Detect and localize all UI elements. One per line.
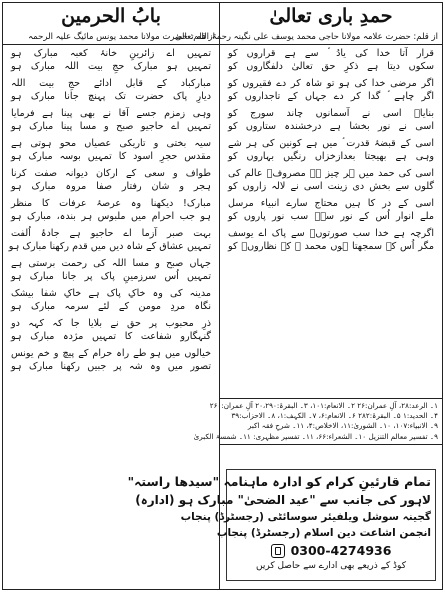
reference-line: ۴۔ الحدید:۱ ۵۔ البقرۃ:۲۸۲ ۶۔ الانعام:۶، ۷۔ الکہف:۱، ۸۔ الاحزاب:۳۹ xyxy=(231,411,438,421)
ad-headline: تمام قارئینِ کرام کو ادارہ ماہنامہ "سیدھا راستہ" xyxy=(127,474,431,489)
verse-line: مگر اُس کے سمجھتا ہوں محمد ﷺ کے نظاروںؑ کو xyxy=(228,241,434,252)
verse-line: قرار آتا خدا کی یادُ ؑ سے ہے قراروں کو xyxy=(228,48,434,59)
verse-line: بنایاؑ اسی نے آسمانوں چاند سورج کو xyxy=(228,108,434,119)
verse-line: اگرچہ ہے خدا سب صورتوںؑ سے پاک اے یوسف xyxy=(228,228,434,239)
hamd-column xyxy=(127,3,442,589)
verse-line: اگر مرضی خدا کی ہو تو شاہ کر دے فقیروں کو xyxy=(228,78,434,89)
verse-line: گلوں سے بخش دی زینت اسی نے لالہ زاروں کو xyxy=(228,181,434,192)
verse-line: اسی کے قبضۂ قدرت ؑ میں ہے کونین کی ہر شے xyxy=(228,138,434,149)
verse-line: وہی زمزم جسے آقا نے بھی پینا ہے فرمایا xyxy=(11,108,211,119)
verse-line: اسی نے نور بخشا ہے درخشندہ ستاروں کو xyxy=(228,121,434,132)
ad-frame xyxy=(127,469,436,581)
verse-line: بہت صبر آزما اے حاجیو ہے جادۂ اُلفت xyxy=(11,228,211,239)
verse-line: دیارِ پاک حضرت تک پہنچ جانا مبارک ہو xyxy=(11,91,211,102)
verse-line: تمہیں عشاق کے شاہ دیں میں قدم رکھنا مبارک ہو xyxy=(8,241,211,252)
eid-greeting-ad xyxy=(127,465,442,589)
ad-subline xyxy=(135,491,431,509)
references-box xyxy=(193,398,442,445)
verse-line: مدینہ کی وہ خاکِ پاک ہے خاکِ شفا بیشک xyxy=(11,288,211,299)
verse-line: اسی کی حمد میں ہر چیز ہے مصروفؑ عالم کی xyxy=(228,168,434,179)
verse-line: طواف و سعی کے ارکان دیوانہ صفت کرنا xyxy=(11,168,211,179)
verse-line: مقدس حجرِ اسود کا تمہیں بوسہ مبارک ہو xyxy=(11,151,211,162)
verse-line: مبارک! دیکھنا وہ عرصۂ عرفات کا منظر xyxy=(11,198,211,209)
verse-line: ہو جب احرام میں ملبوس ہر بندہ، مبارک ہو xyxy=(11,211,211,222)
reference-line: ۱۔ الرعد:۲۸، آلِ عمران:۲۶ ۲۔ الانعام:۱۰۱، ۳۔ البقرۃ:۲۰،۲۹۰ آلِ عمران:۲۶۰ xyxy=(209,401,438,410)
verse-line: تمہیں ہو مبارک حجِ بیت اللہ مبارک ہو xyxy=(11,61,211,72)
magazine-page xyxy=(2,2,443,590)
verse-line: تمہیں اُس سرزمینِ پاک پر جانا مبارک ہو xyxy=(11,271,211,282)
ad-phone-number[interactable]: 0300-4274936 xyxy=(290,543,392,558)
ad-anjuman-name: انجمن اشاعت دین اسلام (رجسٹرڈ) پنجاب xyxy=(216,527,431,539)
hamd-verses xyxy=(220,45,442,253)
verse-line: جہاں صبح و مسا اللہ کی رحمت برستی ہے xyxy=(11,258,211,269)
verse-line: اسی کے در کا ہیں محتاج سارے انبیاء مرسل xyxy=(228,198,434,209)
verse-line: ذرِ محبوب پر حق نے بلایا جا کہ کہہ دو xyxy=(11,318,211,329)
phone-icon xyxy=(271,544,285,558)
verse-line: اگر چاہے ؑ گدا کر دے جہاں کے تاجداروں کو xyxy=(228,91,434,102)
ad-subline-text: لاہور کی جانب سے "عید الضحیٰ" مبارک ہو (ادارہ) xyxy=(135,493,431,507)
ad-society-name: گجینہ سوشل ویلفیئر سوسائٹی (رجسٹرڈ) پنجاب xyxy=(180,511,431,523)
verse-line: ہجر و شان رفتار صفا مروہ مبارک ہو xyxy=(11,181,211,192)
verse-line: سیہ بختی و تاریکی عصیاں محو ہوتی ہے xyxy=(11,138,211,149)
verse-line: وہی ہے بھیجتا بعدازخزاں رنگیں بہاروں کو xyxy=(228,151,434,162)
verse-line: تمہیں اے زائرینِ خانۂ کعبہ مبارک ہو xyxy=(11,48,211,59)
reference-line: ۹۔ تفسیر معالم التنزیل ۱۰۔ الشعراء:۶۶، ۱۱۔ تفسیر مظہری: ۱۱۔ شمسۃ الکبریٰ xyxy=(193,431,438,441)
hamd-byline: از قلم: حضرت علامہ مولانا حاجی محمد یوسف علی نگینہ رحمۃ اللہ تعالیٰ xyxy=(220,31,442,45)
verse-line: گنہگارو شفاعت کا تمہیں مژدہ مبارک ہو xyxy=(11,331,211,342)
bab-byline: از قلم: حضرت مولانا محمد یونس مائیگ علیہ الرحمہ xyxy=(3,31,219,45)
verse-line: تصور میں وہ شہ پر جبیں رکھنا مبارک ہو xyxy=(11,361,211,372)
ad-footer-text: کوڈ کے ذریعے بھی ادارے سے حاصل کریں xyxy=(256,561,406,571)
verse-line: ملے انوار اُس کے نور سےؑ سب نور پاروں کو xyxy=(228,211,434,222)
bab-title: بابُ الحرمین xyxy=(61,5,161,27)
reference-line: ۹۔ الانبیاء:۱۰۷، ۱۰۔ الشوریٰ:۱۱، الاخلاص:۴، ۱۱۔ شرحِ فقہ اکبر xyxy=(247,421,438,431)
hamd-title: حمدِ باری تعالیٰ xyxy=(269,5,393,27)
verse-line: مبارکباد کے قابل ادائے حجِ بیت اللہ xyxy=(11,78,211,89)
verse-line: خیالوں میں ہو طے راہ حرام کے پیچ و خم یونس xyxy=(11,348,211,359)
verse-line: تمہیں اے حاجیو صبح و مسا پینا مبارک ہو xyxy=(11,121,211,132)
bab-verses xyxy=(3,45,219,373)
verse-line: سکوں دیتا ہے ذکرِ حق تعالیٰ دلفگاروں کو xyxy=(228,61,434,72)
babul-haramain-column xyxy=(3,3,220,589)
ad-phone-row xyxy=(231,543,431,558)
verse-line: نگاہ مردِ مومن کے لئے سرمہ مبارک ہو xyxy=(11,301,211,312)
